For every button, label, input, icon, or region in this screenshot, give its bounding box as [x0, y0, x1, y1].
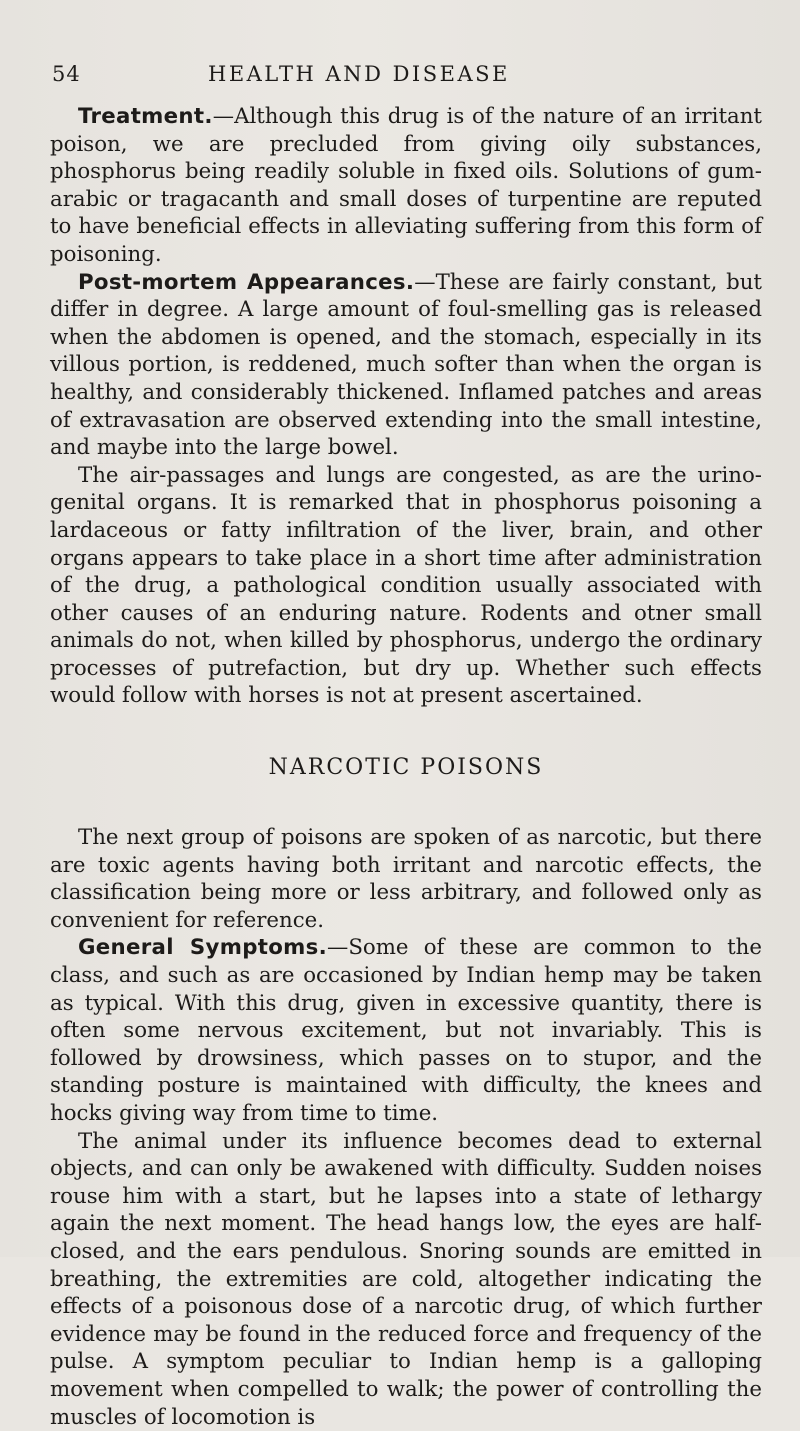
paragraph-text: The next group of poisons are spoken of as narcotic, but there are toxic agents having both irritant and narcotic effects, the classification being more or less arbitrary, and followed only as convenient for reference. — [50, 825, 762, 933]
section-heading: NARCOTIC POISONS — [268, 755, 544, 781]
paragraph-text: —These are fairly constant, but differ in degree. A large amount of foul-smelling gas is released when the abdomen is opened, and the stomach, especially in its villous portion, is reddened, much softer than when the organ is healthy, and considerably thickened. Inflamed patches and areas of extravasation are observed extending into the small intestine, and maybe into the large bowel. — [50, 269, 762, 461]
paragraph-air-passages — [50, 462, 762, 710]
paragraph-text: The air-passages and lungs are congested, as are the urino-genital organs. It is remarked that in phosphorus poisoning a lardaceous or fatty infiltration of the liver, brain, and other organs appears to take place in a short time after administration of the drug, a pathological condition usually associated with other causes of an enduring nature. Rodents and otner small animals do not, when killed by phosphorus, undergo the ordinary processes of putrefaction, but dry up. Whether such effects would follow with horses is not at present ascertained. — [50, 462, 762, 709]
paragraph-text: —Although this drug is of the nature of an irritant poison, we are precluded from giving oily substances, phosphorus being readily soluble in fixed oils. Solutions of gum-arabic or tragacanth and small doses of turpentine are reputed to have beneficial effects in alleviating suffering from this form of poisoning. — [50, 104, 762, 267]
paragraph-text: The animal under its influence becomes dead to external objects, and can only be awakened with difficulty. Sudden noises rouse him with a start, but he lapses into a state of lethargy again the next moment. The head hangs low, the eyes are half-closed, and the ears pendulous. Snoring sounds are emitted in breathing, the extremities are cold, altogether indicating the effects of a poisonous dose of a narcotic drug, of which further evidence may be found in the reduced force and frequency of the pulse. A symptom peculiar to Indian hemp is a galloping movement when compelled to walk; the power of controlling the muscles of locomotion is — [50, 1128, 762, 1430]
running-head — [52, 62, 742, 92]
paragraph-general-symptoms — [50, 934, 762, 1127]
paragraph-next-group — [50, 824, 762, 934]
body-text — [50, 103, 762, 1431]
paragraph-text: —Some of these are common to the class, and such as are occasioned by Indian hemp may be taken as typical. With this drug, given in excessive quantity, there is often some nervous excitement, but not invariably. This is followed by drowsiness, which passes on to stupor, and the standing posture is maintained with difficulty, the knees and hocks giving way from time to time. — [50, 935, 762, 1126]
page-number: 54 — [52, 62, 81, 86]
book-title: HEALTH AND DISEASE — [208, 62, 510, 86]
paragraph-treatment — [50, 103, 762, 269]
paragraph-post-mortem — [50, 269, 762, 462]
paragraph-lead: Treatment. — [78, 104, 213, 129]
paragraph-lead: General Symptoms. — [78, 935, 328, 961]
paragraph-lead: Post-mortem Appearances. — [78, 269, 415, 295]
paragraph-animal-influence — [50, 1128, 762, 1431]
